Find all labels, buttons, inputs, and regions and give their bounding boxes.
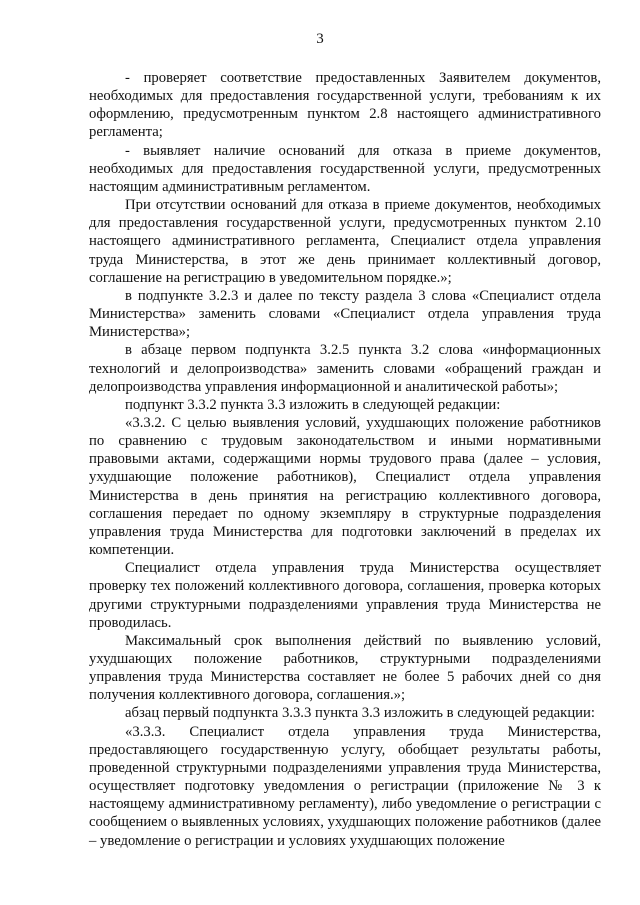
paragraph-specialist-check: Специалист отдела управления труда Министерства осуществляет проверку тех положений коллективного договора, соглашения, проверка которых другими структурными подразделениями управления труда Министерства не проводилась. xyxy=(89,560,601,631)
paragraph-refusal-grounds: - выявляет наличие оснований для отказа в приеме документов, необходимых для предоставления государственной услуги, предусмотренных настоящим административным регламентом. xyxy=(89,142,601,195)
paragraph-subclause-3-3-3-intro: абзац первый подпункта 3.3.3 пункта 3.3 изложить в следующей редакции: xyxy=(125,705,595,722)
paragraph-subclause-3-2-3: в подпункте 3.2.3 и далее по тексту раздела 3 слова «Специалист отдела Министерства» заменить словами «Специалист отдела управления труда Министерства»; xyxy=(89,287,601,341)
paragraph-max-term: Максимальный срок выполнения действий по выявлению условий, ухудшающих положение работников, структурными подразделениями управления труда Министерства составляет не более 5 рабочих дней со дня получения коллективного договора, соглашения.»; xyxy=(89,632,601,704)
document-body xyxy=(89,69,601,850)
paragraph-subclause-3-2-5: в абзаце первом подпункта 3.2.5 пункта 3.2 слова «информационных технологий и делопроизводства» заменить словами «обращений граждан и делопроизводства управления информационной и аналитической работы»; xyxy=(89,342,601,395)
paragraph-subclause-3-3-3: «3.3.3. Специалист отдела управления труда Министерства, предоставляющего государственную услугу, обобщает результаты работы, проведенной структурными подразделениями управления труда Министерства, осуществляет подготовку уведомления о регистрации (приложение № 3 к настоящему административному регламенту), либо уведомление о регистрации с сообщением о выявленных условиях, ухудшающих положение работников (далее – уведомление о регистрации и условиях ухудшающих положение xyxy=(89,723,601,849)
paragraph-check-documents: - проверяет соответствие предоставленных Заявителем документов, необходимых для предоставления государственной услуги, требованиям к их оформлению, предусмотренным пунктом 2.8 настоящего административного регламента; xyxy=(89,70,601,141)
paragraph-subclause-3-3-2-intro: подпункт 3.3.2 пункта 3.3 изложить в следующей редакции: xyxy=(125,396,501,413)
paragraph-subclause-3-3-2: «3.3.2. С целью выявления условий, ухудшающих положение работников по сравнению с трудовым законодательством и иными нормативными правовыми актами, содержащими нормы трудового права (далее – условия, ухудшающие положение работников), Специалист отдела управления Министерства в день принятия на регистрацию коллективного договора, соглашения передает по одному экземпляру в структурные подразделения управления труда Министерства для подготовки заключений в пределах их компетенции. xyxy=(89,414,601,559)
page-number: 3 xyxy=(316,31,324,47)
paragraph-no-refusal: При отсутствии оснований для отказа в приеме документов, необходимых для предоставления государственной услуги, предусмотренных пунктом 2.10 настоящего административного регламента, Специалист отдела управления труда Министерства, в этот же день принимает коллективный договор, соглашение на регистрацию в уведомительном порядке.»; xyxy=(89,197,601,286)
